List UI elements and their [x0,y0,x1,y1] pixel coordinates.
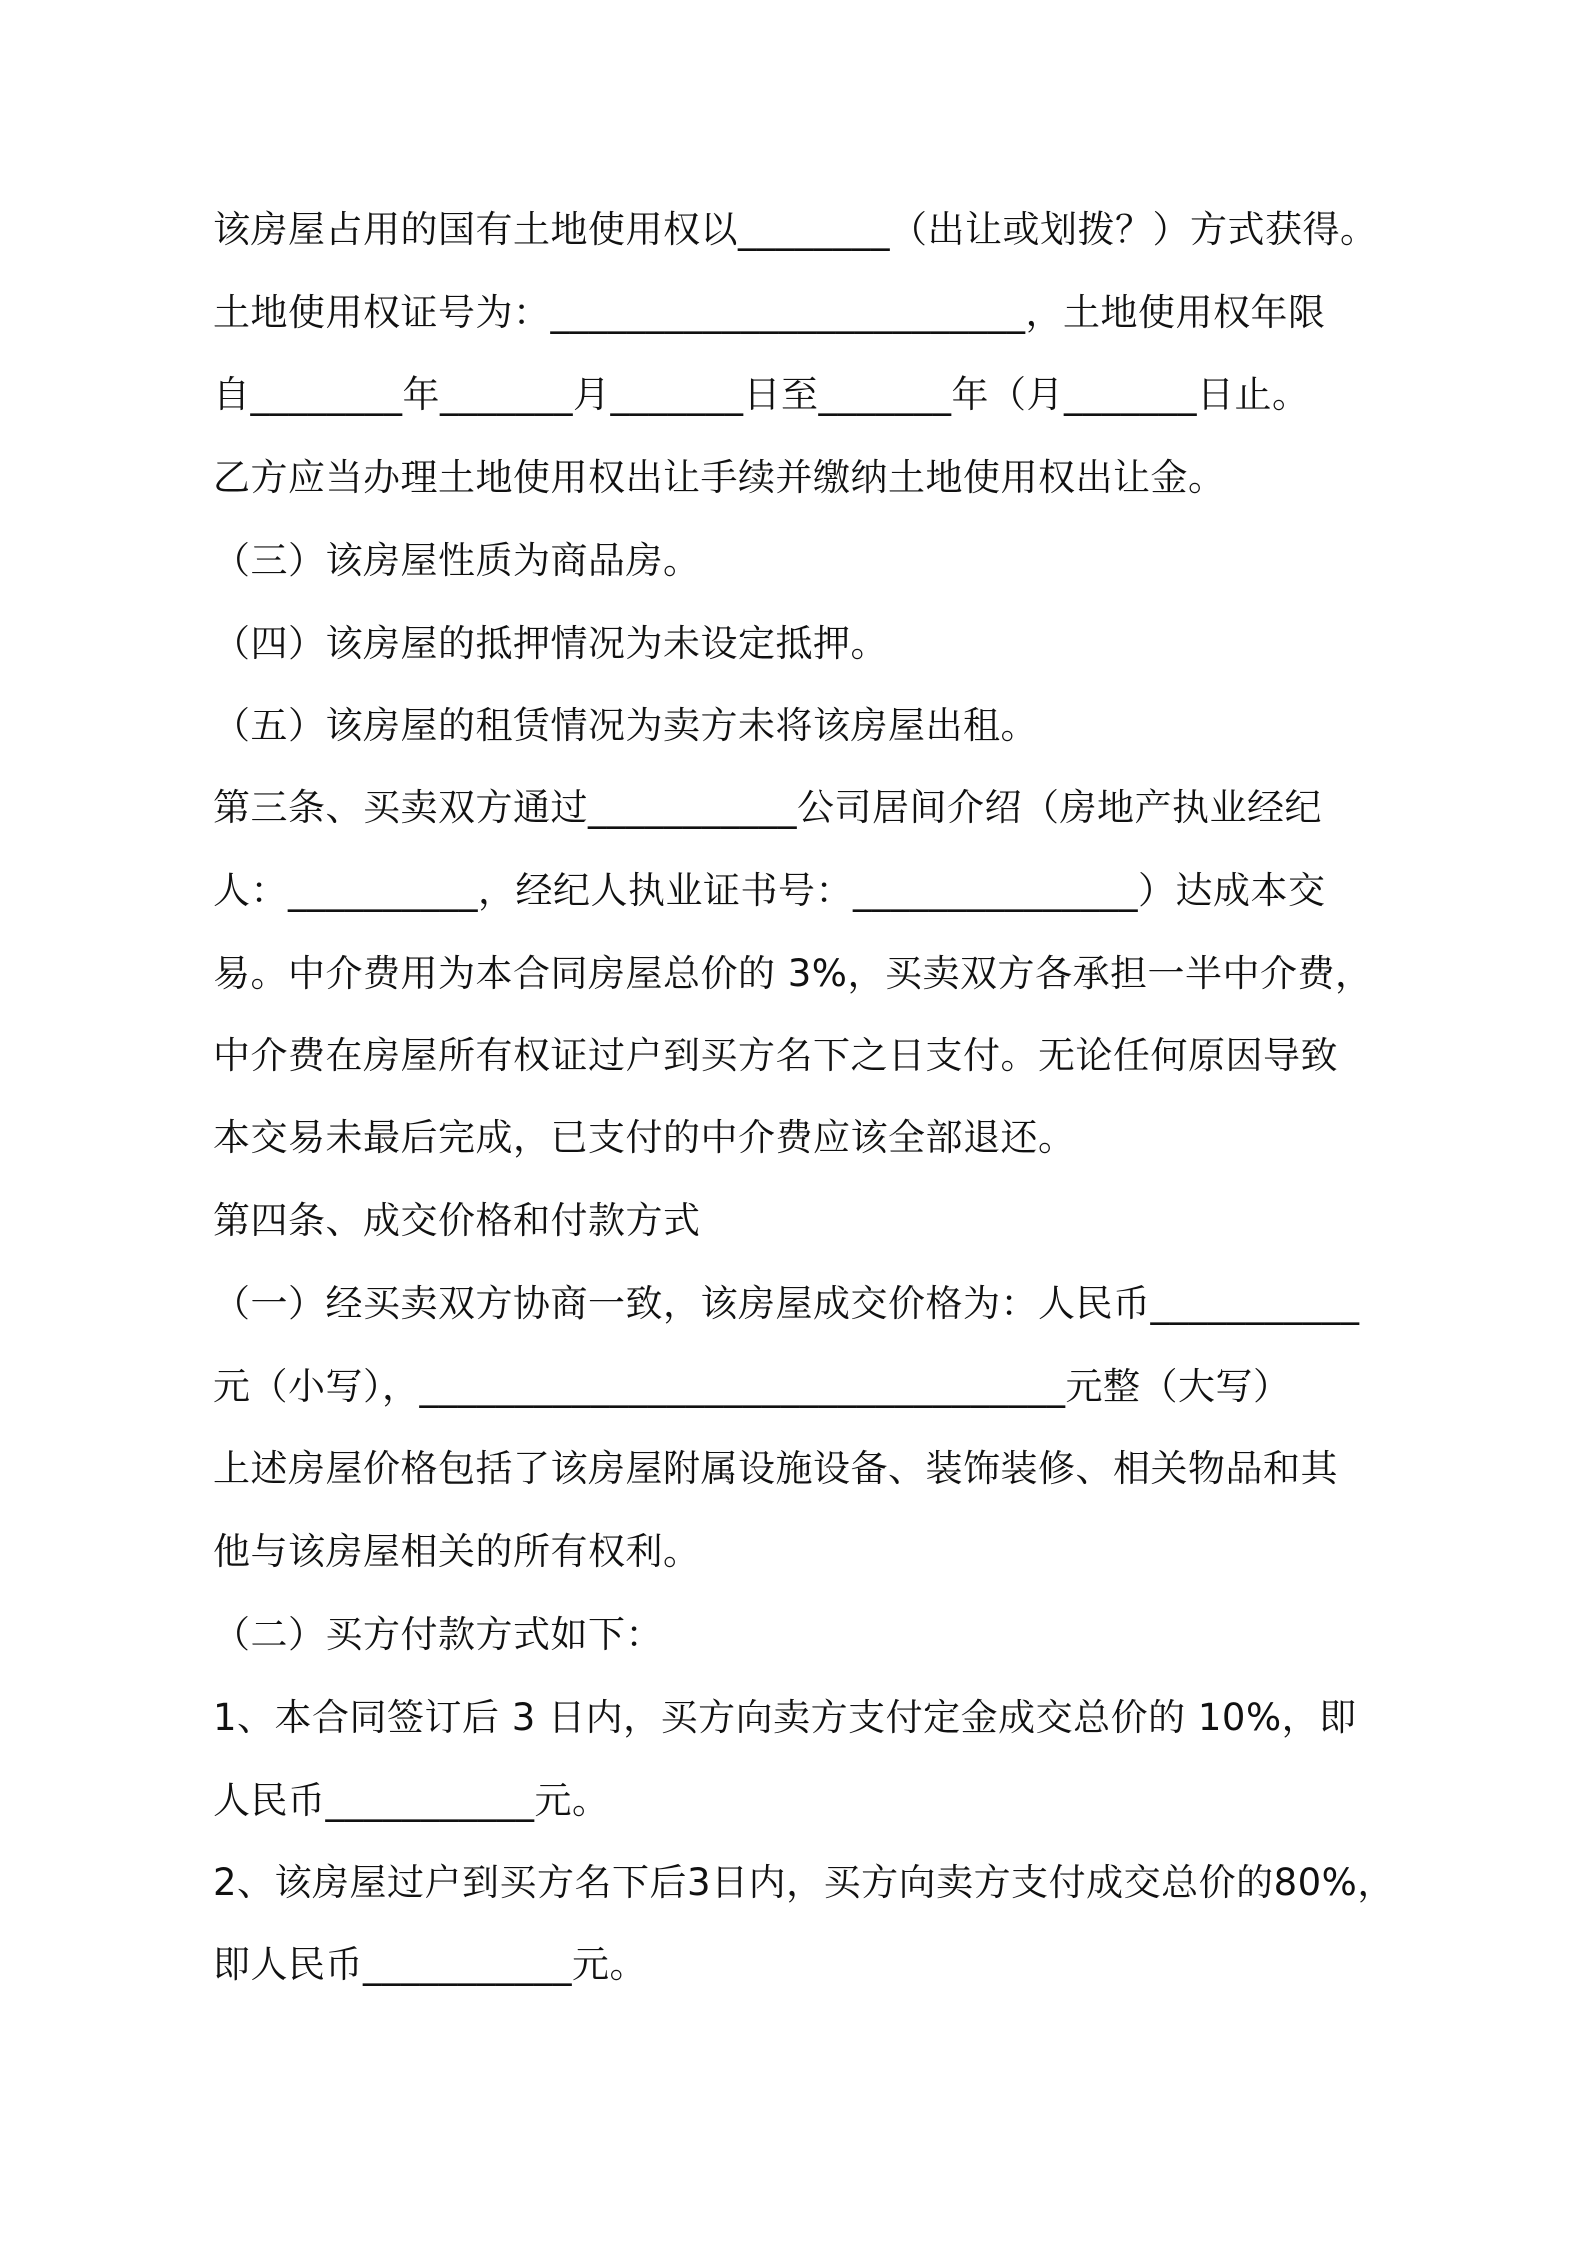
text-line: （一）经买卖双方协商一致，该房屋成交价格为：人民币___________ [213,1282,1360,1325]
section-heading: 第四条、成交价格和付款方式 [213,1199,701,1242]
text-line: 中介费在房屋所有权证过户到买方名下之日支付。无论任何原因导致 [213,1034,1338,1077]
text-line: （三）该房屋性质为商品房。 [213,539,701,582]
text-line: 人民币___________元。 [213,1779,610,1822]
text-line: （五）该房屋的租赁情况为卖方未将该房屋出租。 [213,704,1038,747]
text-line: 乙方应当办理土地使用权出让手续并缴纳土地使用权出让金。 [213,456,1226,499]
text-line: 2、该房屋过户到买方名下后3日内，买方向卖方支付成交总价的80%， [213,1861,1395,1904]
text-line: 上述房屋价格包括了该房屋附属设施设备、装饰装修、相关物品和其 [213,1447,1338,1490]
text-line: 该房屋占用的国有土地使用权以________（出让或划拨？）方式获得。 [213,208,1378,251]
text-line: 第三条、买卖双方通过___________公司居间介绍（房地产执业经纪 [213,786,1322,829]
text-line: 本交易未最后完成，已支付的中介费应该全部退还。 [213,1116,1076,1159]
text-line: 易。中介费用为本合同房屋总价的 3%，买卖双方各承担一半中介费， [213,952,1373,995]
text-line: 1、本合同签订后 3 日内，买方向卖方支付定金成交总价的 10%，即 [213,1696,1357,1739]
text-line: 即人民币___________元。 [213,1943,647,1986]
text-line: （四）该房屋的抵押情况为未设定抵押。 [213,622,888,665]
text-line: 元（小写），__________________________________元整（大写） [213,1365,1291,1408]
text-line: 自________年_______月_______日至_______年（月_______日止。 [213,373,1310,416]
text-line: （二）买方付款方式如下： [213,1613,663,1656]
text-line: 人：__________，经纪人执业证书号：_______________）达成本交 [213,869,1326,912]
text-line: 土地使用权证号为：_________________________，土地使用权年限 [213,291,1326,334]
text-line: 他与该房屋相关的所有权利。 [213,1530,701,1573]
